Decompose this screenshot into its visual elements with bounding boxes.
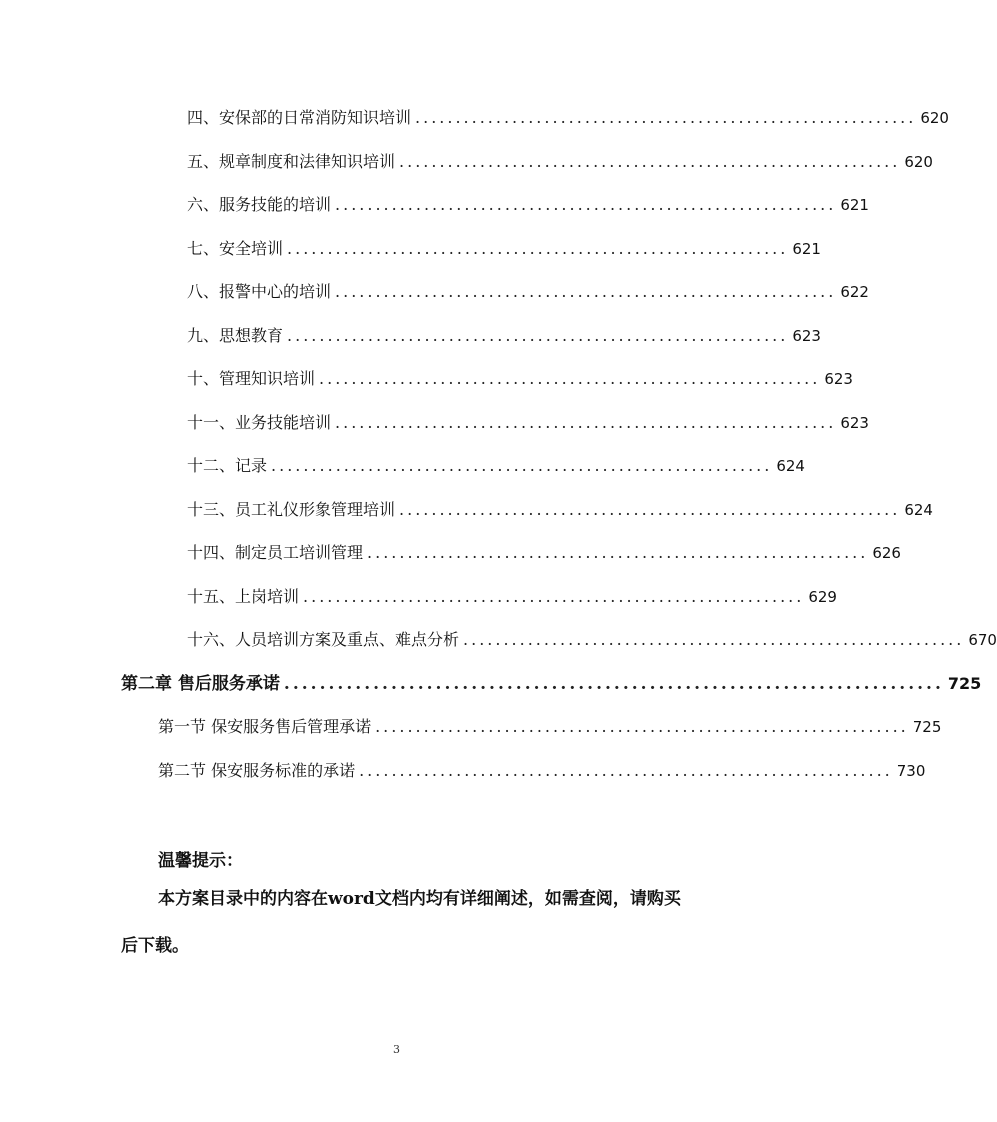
toc-entry[interactable]: [187, 412, 869, 434]
toc-entry[interactable]: [187, 499, 933, 521]
toc-entry-page: 624: [904, 501, 933, 519]
toc-entry-label: 十、管理知识培训: [187, 369, 316, 388]
dot-leader: ..............................................................: [399, 500, 901, 519]
toc-entry-label: 十一、业务技能培训: [187, 413, 332, 432]
toc-entry-label: 五、规章制度和法律知识培训: [187, 152, 396, 171]
toc-entry-label: 四、安保部的日常消防知识培训: [187, 108, 412, 127]
toc-entry-label: 第二章 售后服务承诺: [121, 674, 280, 694]
toc-entry-page: 725: [912, 718, 942, 736]
dot-leader: ..............................................................: [415, 108, 917, 127]
toc-entry[interactable]: [187, 151, 933, 173]
toc-entry[interactable]: [187, 325, 821, 347]
note-body: 本方案目录中的内容在word文档内均有详细阐述，如需查阅，请购买后下载。: [121, 889, 681, 956]
toc-section-entry[interactable]: [158, 760, 926, 782]
dot-leader: ..........................................................................: [283, 674, 944, 694]
toc-entry-label: 八、报警中心的培训: [187, 282, 332, 301]
toc-entry[interactable]: [187, 107, 949, 129]
toc-entry[interactable]: [187, 368, 853, 390]
toc-entry-page: 622: [840, 283, 869, 301]
toc-entry[interactable]: [187, 542, 901, 564]
dot-leader: ..............................................................: [319, 369, 821, 388]
toc-section-entry[interactable]: [158, 716, 942, 738]
toc-entry-label: 第一节 保安服务售后管理承诺: [158, 717, 372, 736]
toc-entry-label: 九、思想教育: [187, 326, 284, 345]
toc-entry[interactable]: [187, 194, 869, 216]
dot-leader: ..................................................................: [359, 761, 893, 780]
dot-leader: ..............................................................: [303, 587, 805, 606]
page-number: 3: [393, 1043, 400, 1056]
toc-entry-page: 620: [904, 153, 933, 171]
dot-leader: ..............................................................: [287, 239, 789, 258]
dot-leader: ..............................................................: [399, 152, 901, 171]
toc-entry[interactable]: [187, 281, 869, 303]
toc-entry-label: 六、服务技能的培训: [187, 195, 332, 214]
note-title: 温馨提示：: [158, 851, 243, 871]
toc-entry-label: 十六、人员培训方案及重点、难点分析: [187, 630, 460, 649]
toc-entry-label: 十四、制定员工培训管理: [187, 543, 364, 562]
toc-chapter-entry[interactable]: [121, 673, 982, 695]
dot-leader: ..............................................................: [287, 326, 789, 345]
dot-leader: ..............................................................: [463, 630, 965, 649]
toc-entry-page: 623: [840, 414, 869, 432]
toc-entry-page: 725: [947, 674, 982, 693]
toc-entry-label: 十三、员工礼仪形象管理培训: [187, 500, 396, 519]
dot-leader: ..............................................................: [367, 543, 869, 562]
toc-entry-label: 七、安全培训: [187, 239, 284, 258]
toc-entry-page: 623: [824, 370, 853, 388]
toc-entry[interactable]: [187, 586, 837, 608]
toc-entry-label: 十二、记录: [187, 456, 268, 475]
dot-leader: ..............................................................: [335, 282, 837, 301]
dot-leader: ..............................................................: [335, 195, 837, 214]
dot-leader: ..............................................................: [335, 413, 837, 432]
toc-entry-page: 620: [920, 109, 949, 127]
toc-entry-label: 十五、上岗培训: [187, 587, 300, 606]
dot-leader: ..............................................................: [271, 456, 773, 475]
toc-entry-page: 670: [968, 631, 997, 649]
toc-entry-page: 626: [872, 544, 901, 562]
toc-entry-page: 730: [896, 762, 926, 780]
toc-entry-page: 623: [792, 327, 821, 345]
dot-leader: ..................................................................: [375, 717, 909, 736]
toc-entry-page: 629: [808, 588, 837, 606]
toc-entry-page: 621: [840, 196, 869, 214]
toc-entry[interactable]: [187, 629, 997, 651]
toc-entry-page: 624: [776, 457, 805, 475]
toc-entry-label: 第二节 保安服务标准的承诺: [158, 761, 356, 780]
toc-entry[interactable]: [187, 455, 805, 477]
toc-entry-page: 621: [792, 240, 821, 258]
toc-entry[interactable]: [187, 238, 821, 260]
